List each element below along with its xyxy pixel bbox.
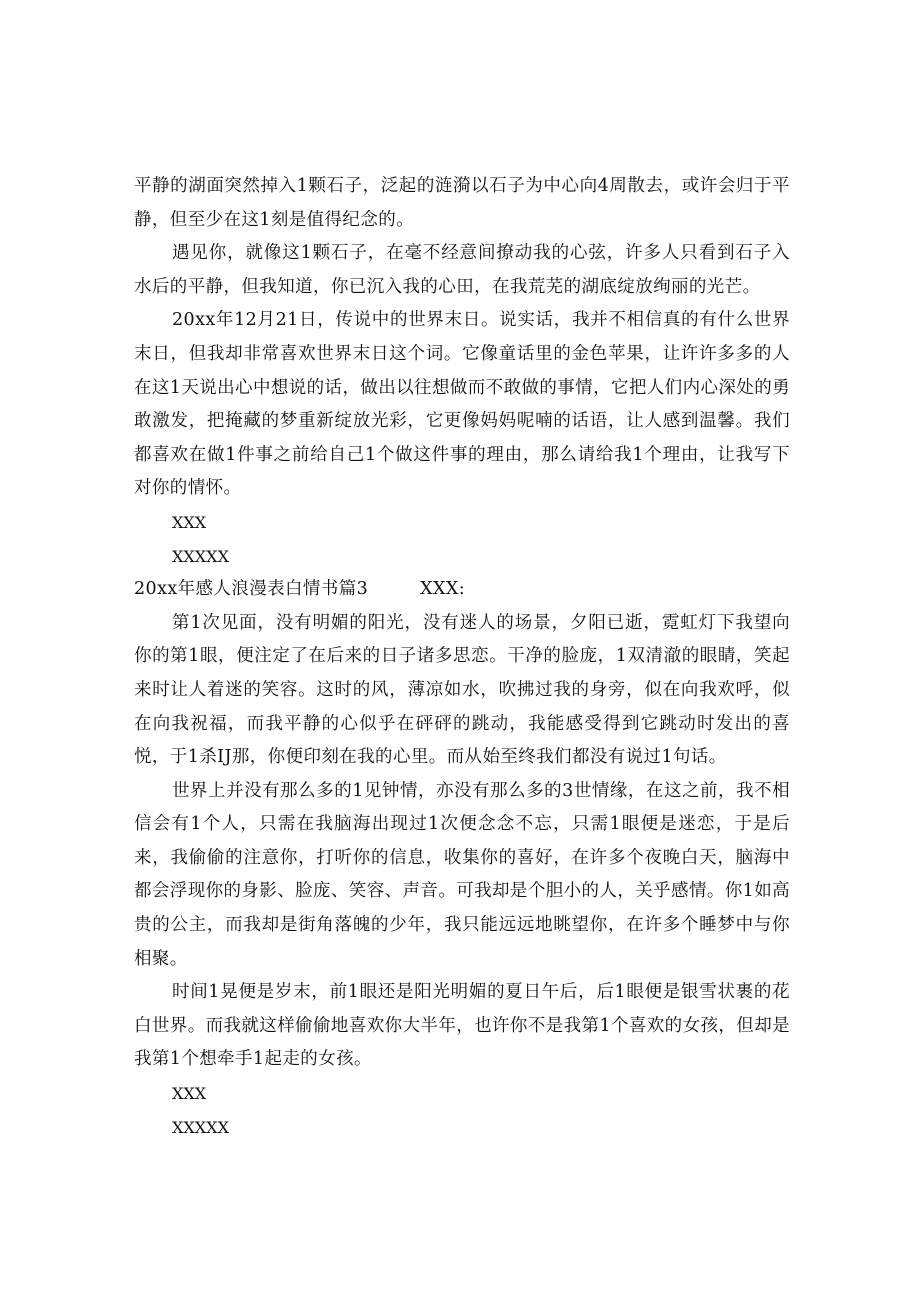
paragraph-stone-lake: 平静的湖面突然掉入1颗石子，泛起的涟漪以石子为中心向4周散去，或许会归于平静，但至少在这1刻是值得纪念的。 (134, 176, 790, 230)
paragraph-meeting-you: 遇见你，就像这1颗石子，在毫不经意间撩动我的心弦，许多人只看到石子入水后的平静，但我知道，你已沉入我的心田，在我荒芜的湖底绽放绚丽的光芒。 (134, 243, 790, 297)
letter-greeting: XXX: (420, 579, 466, 600)
paragraph-first-meeting: 第1次见面，没有明媚的阳光，没有迷人的场景，夕阳已逝，霓虹灯下我望向你的第1眼，便注定了在后来的日子诸多思恋。干净的脸庞，1双清澈的眼睛，笑起来时让人着迷的笑容。这时的风，薄凉如水，吹拂过我的身旁，似在向我欢呼，似在向我祝福，而我平静的心似乎在砰砰的跳动，我能感受得到它跳动时发出的喜悦，于1杀IJ那，你便印刻在我的心里。而从始至终我们都没有说过1句话。 (134, 612, 790, 768)
section-heading (134, 573, 790, 607)
document-body (134, 170, 790, 1144)
paragraph-love-at-first-sight: 世界上并没有那么多的1见钟情，亦没有那么多的3世情缘，在这之前，我不相信会有1个人，只需在我脑海出现过1次便念念不忘，只需1眼便是迷恋，于是后来，我偷偷的注意你，打听你的信息，收集你的喜好，在许多个夜晚白天，脑海中都会浮现你的身影、脸庞、笑容、声音。可我却是个胆小的人，关乎感情。你1如高贵的公主，而我却是街角落魄的少年，我只能远远地眺望你，在许多个睡梦中与你相聚。 (134, 780, 790, 969)
paragraph-year-end: 时间1晃便是岁末，前1眼还是阳光明媚的夏日午后，后1眼便是银雪状裹的花白世界。而我就这样偷偷地喜欢你大半年，也许你不是我第1个喜欢的女孩，但却是我第1个想牵手1起走的女孩。 (134, 982, 790, 1070)
paragraph-doomsday: 20xx年12月21日，传说中的世界末日。说实话，我并不相信真的有什么世界末日，但我却非常喜欢世界末日这个词。它像童话里的金色苹果，让许许多多的人在这1天说出心中想说的话，做出以往想做而不敢做的事情，它把人们内心深处的勇敢激发，把掩藏的梦重新绽放光彩，它更像妈妈呢喃的话语，让人感到温馨。我们都喜欢在做1件事之前给自己1个做这件事的理由，那么请给我1个理由，让我写下对你的情怀。 (134, 310, 790, 499)
signature-date-2: XXXXX (172, 1117, 229, 1137)
signature-name: XXX (172, 512, 207, 532)
section-title: 20xx年感人浪漫表白情书篇3 (134, 579, 369, 600)
signature-name-2: XXX (172, 1084, 207, 1104)
signature-date: XXXXX (172, 546, 229, 566)
